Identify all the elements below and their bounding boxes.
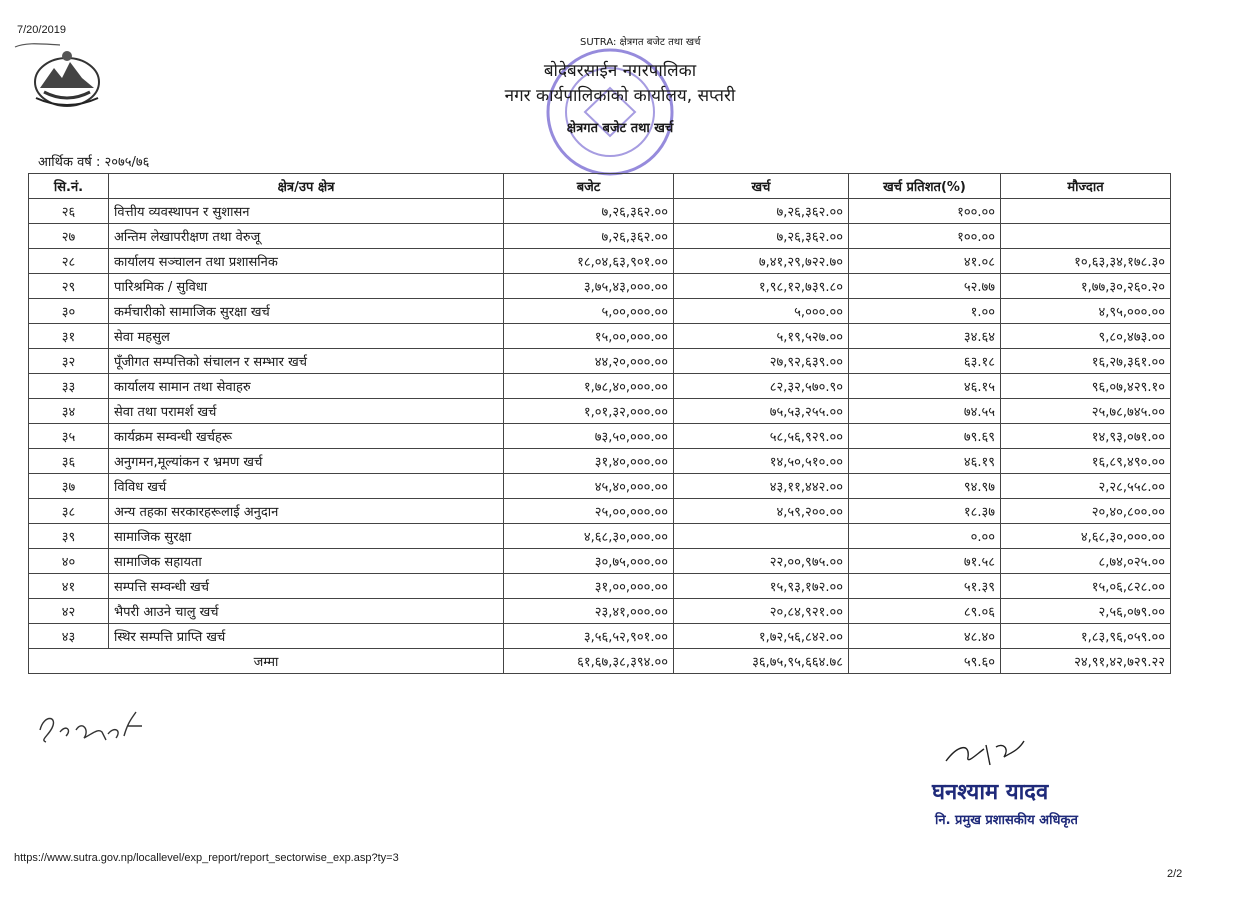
- cell-budget: ४५,४०,०००.००: [504, 474, 674, 499]
- cell-sn: ३५: [29, 424, 109, 449]
- cell-percent: ४६.१५: [849, 374, 1001, 399]
- cell-budget: ७,२६,३६२.००: [504, 224, 674, 249]
- column-header-sector: क्षेत्र/उप क्षेत्र: [109, 174, 504, 199]
- budget-table: [28, 173, 1171, 674]
- cell-sector: कार्यालय सञ्चालन तथा प्रशासनिक: [109, 249, 504, 274]
- footer-url: https://www.sutra.gov.np/locallevel/exp_report/report_sectorwise_exp.asp?ty=3: [14, 852, 399, 864]
- cell-expense: १४,५०,५१०.००: [674, 449, 849, 474]
- table-row: [29, 249, 1171, 274]
- nepal-emblem-icon: [30, 48, 104, 110]
- cell-percent: ०.००: [849, 524, 1001, 549]
- column-header-expense: खर्च: [674, 174, 849, 199]
- column-header-balance: मौज्दात: [1001, 174, 1171, 199]
- cell-balance: ४,९५,०००.००: [1001, 299, 1171, 324]
- cell-expense: ८२,३२,५७०.९०: [674, 374, 849, 399]
- cell-sector: वित्तीय व्यवस्थापन र सुशासन: [109, 199, 504, 224]
- cell-percent: १.००: [849, 299, 1001, 324]
- signer-title: नि. प्रमुख प्रशासकीय अधिकृत: [935, 813, 1078, 828]
- cell-sn: ३३: [29, 374, 109, 399]
- cell-budget: ३१,००,०००.००: [504, 574, 674, 599]
- cell-percent: १००.००: [849, 199, 1001, 224]
- cell-balance: १६,२७,३६१.००: [1001, 349, 1171, 374]
- cell-budget: ७,२६,३६२.००: [504, 199, 674, 224]
- cell-expense: ७,२६,३६२.००: [674, 199, 849, 224]
- cell-sn: ४२: [29, 599, 109, 624]
- cell-sn: ३९: [29, 524, 109, 549]
- table-row: [29, 549, 1171, 574]
- cell-balance: १०,६३,३४,१७८.३०: [1001, 249, 1171, 274]
- cell-sn: ३४: [29, 399, 109, 424]
- column-header-budget: बजेट: [504, 174, 674, 199]
- cell-percent: ४१.०८: [849, 249, 1001, 274]
- cell-percent: ५२.७७: [849, 274, 1001, 299]
- cell-balance: १५,०६,८२८.००: [1001, 574, 1171, 599]
- table-row: [29, 374, 1171, 399]
- cell-sn: २६: [29, 199, 109, 224]
- cell-percent: ५१.३९: [849, 574, 1001, 599]
- table-row: [29, 399, 1171, 424]
- cell-budget: १,७८,४०,०००.००: [504, 374, 674, 399]
- cell-sector: कार्यक्रम सम्वन्धी खर्चहरू: [109, 424, 504, 449]
- cell-balance: १,८३,९६,०५९.००: [1001, 624, 1171, 649]
- cell-budget: ३,५६,५२,९०१.००: [504, 624, 674, 649]
- table-row: [29, 299, 1171, 324]
- table-row: [29, 449, 1171, 474]
- cell-sector: सम्पत्ति सम्वन्धी खर्च: [109, 574, 504, 599]
- table-row: [29, 524, 1171, 549]
- cell-percent: ७९.६९: [849, 424, 1001, 449]
- cell-sn: ३२: [29, 349, 109, 374]
- column-header-sn: सि.नं.: [29, 174, 109, 199]
- cell-sector: कार्यालय सामान तथा सेवाहरु: [109, 374, 504, 399]
- cell-sector: अनुगमन,मूल्यांकन र भ्रमण खर्च: [109, 449, 504, 474]
- table-row: [29, 199, 1171, 224]
- cell-percent: ७४.५५: [849, 399, 1001, 424]
- cell-sector: विविध खर्च: [109, 474, 504, 499]
- cell-balance: ९६,०७,४२९.१०: [1001, 374, 1171, 399]
- cell-budget: १,०१,३२,०००.००: [504, 399, 674, 424]
- handwritten-initials: [36, 700, 166, 750]
- cell-balance: १४,९३,०७१.००: [1001, 424, 1171, 449]
- cell-sn: २७: [29, 224, 109, 249]
- page-heading: SUTRA: क्षेत्रगत बजेट तथा खर्च: [580, 37, 701, 48]
- signer-name: घनश्याम यादव: [932, 780, 1049, 805]
- cell-balance: [1001, 224, 1171, 249]
- total-balance: २४,९१,४२,७२९.२२: [1001, 649, 1171, 674]
- total-expense: ३६,७५,९५,६६४.७८: [674, 649, 849, 674]
- cell-balance: ८,७४,०२५.००: [1001, 549, 1171, 574]
- fiscal-year: आर्थिक वर्ष : २०७५/७६: [38, 155, 150, 170]
- cell-sn: ४३: [29, 624, 109, 649]
- cell-sn: ३१: [29, 324, 109, 349]
- table-row: [29, 499, 1171, 524]
- cell-sector: अन्तिम लेखापरीक्षण तथा वेरुजू: [109, 224, 504, 249]
- cell-balance: ४,६८,३०,०००.००: [1001, 524, 1171, 549]
- cell-percent: ६३.१८: [849, 349, 1001, 374]
- table-row: [29, 349, 1171, 374]
- table-header-row: [29, 174, 1171, 199]
- cell-balance: [1001, 199, 1171, 224]
- table-row: [29, 274, 1171, 299]
- cell-sector: सेवा महसुल: [109, 324, 504, 349]
- cell-sector: सामाजिक सहायता: [109, 549, 504, 574]
- cell-expense: २७,९२,६३९.००: [674, 349, 849, 374]
- cell-expense: ४,५९,२००.००: [674, 499, 849, 524]
- cell-percent: १८.३७: [849, 499, 1001, 524]
- cell-expense: ७,४१,२९,७२२.७०: [674, 249, 849, 274]
- cell-balance: १६,८९,४९०.००: [1001, 449, 1171, 474]
- cell-budget: ३१,४०,०००.००: [504, 449, 674, 474]
- cell-sn: २९: [29, 274, 109, 299]
- cell-expense: २२,००,९७५.००: [674, 549, 849, 574]
- cell-expense: ७५,५३,२५५.००: [674, 399, 849, 424]
- cell-expense: १,७२,५६,८४२.००: [674, 624, 849, 649]
- cell-percent: ९४.९७: [849, 474, 1001, 499]
- table-row: [29, 574, 1171, 599]
- cell-balance: २०,४०,८००.००: [1001, 499, 1171, 524]
- cell-budget: ३०,७५,०००.००: [504, 549, 674, 574]
- signature: [940, 735, 1030, 775]
- cell-expense: १५,९३,१७२.००: [674, 574, 849, 599]
- cell-sector: पारिश्रमिक / सुविधा: [109, 274, 504, 299]
- cell-budget: ४,६८,३०,०००.००: [504, 524, 674, 549]
- total-budget: ६१,६७,३८,३९४.००: [504, 649, 674, 674]
- cell-expense: १,९८,१२,७३९.८०: [674, 274, 849, 299]
- table-row: [29, 424, 1171, 449]
- cell-percent: १००.००: [849, 224, 1001, 249]
- cell-balance: २५,७८,७४५.००: [1001, 399, 1171, 424]
- cell-sector: कर्मचारीको सामाजिक सुरक्षा खर्च: [109, 299, 504, 324]
- print-date: 7/20/2019: [17, 24, 66, 36]
- cell-sector: स्थिर सम्पत्ति प्राप्ति खर्च: [109, 624, 504, 649]
- cell-sn: ३८: [29, 499, 109, 524]
- cell-expense: ५८,५६,९२९.००: [674, 424, 849, 449]
- cell-sn: २८: [29, 249, 109, 274]
- cell-sn: ३७: [29, 474, 109, 499]
- cell-budget: १८,०४,६३,९०१.००: [504, 249, 674, 274]
- cell-sn: ४०: [29, 549, 109, 574]
- cell-expense: २०,८४,९२१.००: [674, 599, 849, 624]
- report-header: [420, 34, 820, 136]
- cell-budget: २५,००,०००.००: [504, 499, 674, 524]
- cell-sn: ४१: [29, 574, 109, 599]
- column-header-percent: खर्च प्रतिशत(%): [849, 174, 1001, 199]
- cell-percent: ४८.४०: [849, 624, 1001, 649]
- cell-sector: सेवा तथा परामर्श खर्च: [109, 399, 504, 424]
- cell-expense: ५,१९,५२७.००: [674, 324, 849, 349]
- cell-percent: ३४.६४: [849, 324, 1001, 349]
- office-subtitle: नगर कार्यपालिकाको कार्यालय, सप्तरी: [504, 86, 736, 106]
- cell-sn: ३६: [29, 449, 109, 474]
- table-row: [29, 224, 1171, 249]
- cell-sector: सामाजिक सुरक्षा: [109, 524, 504, 549]
- cell-balance: १,७७,३०,२६०.२०: [1001, 274, 1171, 299]
- total-label: जम्मा: [29, 649, 504, 674]
- cell-sn: ३०: [29, 299, 109, 324]
- cell-expense: ५,०००.००: [674, 299, 849, 324]
- cell-percent: ४६.१९: [849, 449, 1001, 474]
- cell-percent: ७१.५८: [849, 549, 1001, 574]
- cell-budget: ४४,२०,०००.००: [504, 349, 674, 374]
- cell-expense: ४३,११,४४२.००: [674, 474, 849, 499]
- page-number: 2/2: [1167, 868, 1183, 880]
- cell-sector: पूँजीगत सम्पत्तिको संचालन र सम्भार खर्च: [109, 349, 504, 374]
- cell-budget: ७३,५०,०००.००: [504, 424, 674, 449]
- cell-sector: अन्य तहका सरकारहरूलाई अनुदान: [109, 499, 504, 524]
- cell-balance: २,५६,०७९.००: [1001, 599, 1171, 624]
- cell-expense: [674, 524, 849, 549]
- table-total-row: [29, 649, 1171, 674]
- table-body: [29, 199, 1171, 649]
- cell-expense: ७,२६,३६२.००: [674, 224, 849, 249]
- table-row: [29, 624, 1171, 649]
- table-row: [29, 324, 1171, 349]
- office-name: बोदेबरसाईन नगरपालिका: [543, 61, 697, 81]
- cell-budget: १५,००,०००.००: [504, 324, 674, 349]
- report-title: क्षेत्रगत बजेट तथा खर्च: [566, 121, 674, 136]
- cell-balance: २,२८,५५८.००: [1001, 474, 1171, 499]
- table-row: [29, 474, 1171, 499]
- cell-budget: ३,७५,४३,०००.००: [504, 274, 674, 299]
- total-percent: ५९.६०: [849, 649, 1001, 674]
- cell-percent: ८९.०६: [849, 599, 1001, 624]
- cell-sector: भैपरी आउने चालु खर्च: [109, 599, 504, 624]
- cell-budget: २३,४१,०००.००: [504, 599, 674, 624]
- table-row: [29, 599, 1171, 624]
- cell-budget: ५,००,०००.००: [504, 299, 674, 324]
- cell-balance: ९,८०,४७३.००: [1001, 324, 1171, 349]
